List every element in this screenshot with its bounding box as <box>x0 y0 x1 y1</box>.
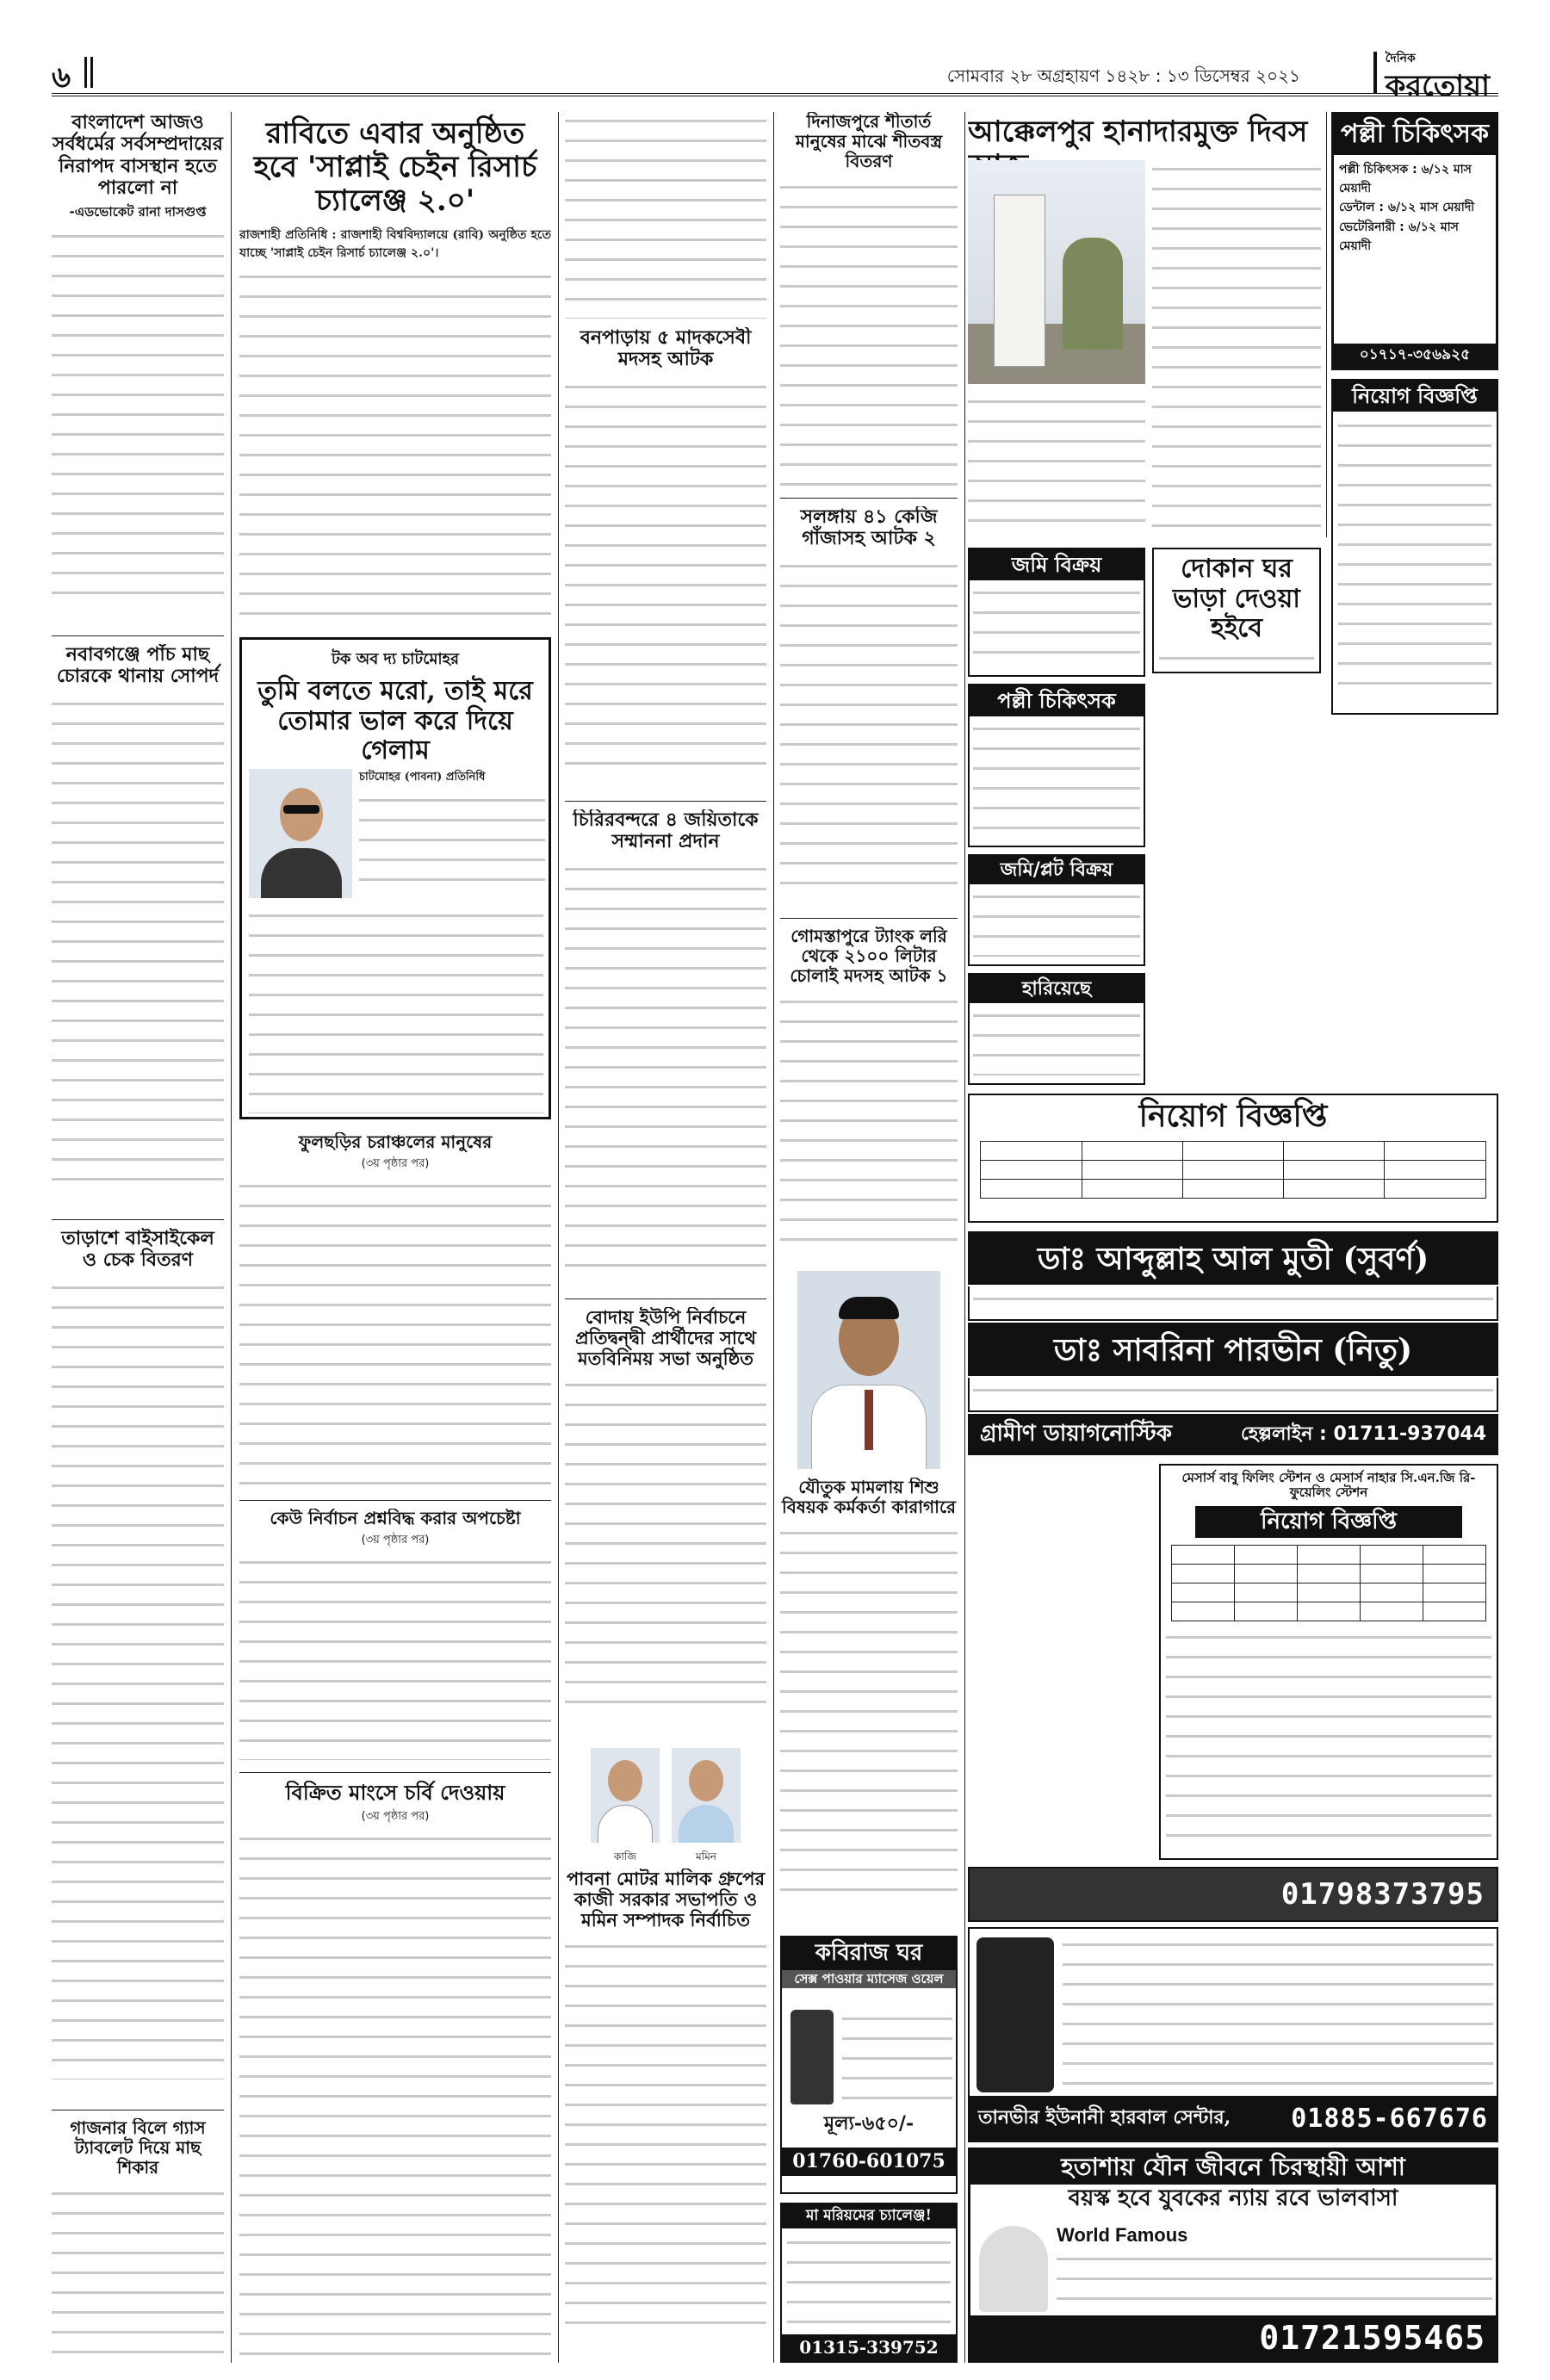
classified-title: জমি/প্লট বিক্রয় <box>970 856 1144 884</box>
ad-body <box>1166 1628 1491 1844</box>
ad-body <box>973 1290 1493 1316</box>
classified-title: পল্লী চিকিৎসক <box>970 685 1144 716</box>
story-body <box>52 227 224 606</box>
story-body <box>780 1524 958 1894</box>
ad-body <box>842 2010 952 2104</box>
ad-palli-chikitsok <box>1331 112 1498 370</box>
shop-body <box>1159 649 1314 674</box>
feature-kicker: টক অব দ্য চাটমোহর <box>331 650 460 668</box>
story-headline: তাড়াশে বাইসাইকেল ও চেক বিতরণ <box>61 1228 214 1272</box>
divider <box>52 1219 224 1220</box>
ad-phone: 01721595465 <box>1259 2319 1485 2357</box>
ad-phone: ০১৭১৭-৩৫৬৯২৫ <box>1334 344 1496 368</box>
lead-body <box>239 268 551 629</box>
story-religious-safety <box>52 112 224 629</box>
story-winter-clothes <box>780 112 958 491</box>
story-dowry-case <box>780 1478 958 1925</box>
column-1 <box>52 112 224 2363</box>
world-famous: World Famous <box>1057 2224 1188 2246</box>
story-headline: গাজনার বিলে গ্যাস ট্যাবলেট দিয়ে মাছ শিকার <box>70 2118 206 2178</box>
ad-subtitle: বয়স্ক হবে যুবকের ন্যায় রবে ভালবাসা <box>1068 2185 1398 2212</box>
story-headline: গোমস্তাপুরে ট্যাংক লরি থেকে ২১০০ লিটার চোলাই মদসহ আটক ১ <box>790 927 948 986</box>
story-body <box>565 378 766 774</box>
memorial-photo <box>968 160 1145 384</box>
story-ganja-arrest <box>780 506 958 911</box>
news-photo-officer <box>797 1271 940 1469</box>
photo-headline: আক্কেলপুর হানাদারমুক্ত দিবস <box>968 115 1308 149</box>
divider <box>780 498 958 499</box>
ad-shop-rent <box>1152 548 1321 673</box>
divider <box>780 918 958 919</box>
ad-subtitle: সেক্স পাওয়ার ম্যাসেজ ওয়েল <box>782 1970 956 1988</box>
portrait-icon <box>979 2226 1048 2312</box>
lead-headline: রাবিতে এবার অনুষ্ঠিত হবে 'সাপ্লাই চেইন রিসার্চ চ্যালেঞ্জ ২.০' <box>253 116 537 219</box>
ad-body <box>973 1381 1493 1407</box>
lead-story <box>239 112 551 629</box>
story-election <box>239 1509 551 1767</box>
story-headline: বনপাড়ায় ৫ মাদকসেবী মদসহ আটক <box>580 327 752 371</box>
story-headline: যৌতুক মামলায় শিশু বিষয়ক কর্মকর্তা কারাগারে <box>781 1478 956 1517</box>
divider <box>239 1500 551 1501</box>
story-continued: (৩য় পৃষ্ঠার পর) <box>361 1809 430 1823</box>
story-pabna-motor <box>565 1869 766 2363</box>
ad-phone: 01885-667676 <box>1291 2103 1488 2134</box>
classified-title: জমি বিক্রয় <box>970 549 1144 580</box>
feature-headline: তুমি বলতে মরো, তাই মরে তোমার ভাল করে দিয়ে গেলাম <box>257 676 533 765</box>
bottle-icon <box>976 1937 1054 2092</box>
classified-plot-sale <box>968 854 1145 966</box>
palli-row: পল্লী চিকিৎসক : ৬/১২ মাস মেয়াদী <box>1339 162 1472 195</box>
classified-body <box>973 888 1140 957</box>
classified-title: হারিয়েছে <box>970 975 1144 1003</box>
story-bicycle-distribution <box>52 1228 224 2103</box>
masthead <box>52 52 1498 103</box>
story-fish-thieves <box>52 644 224 1212</box>
palli-row: ডেন্টাল : ৬/১২ মাস মেয়াদী <box>1339 201 1475 215</box>
classified-land-sale <box>968 548 1145 677</box>
divider <box>565 801 766 802</box>
story-body <box>780 178 958 488</box>
column-rule <box>964 112 965 2363</box>
story-drug-users <box>565 327 766 792</box>
ad-title: কবিরাজ ঘর <box>782 1937 956 1970</box>
divider <box>52 635 224 636</box>
ad-diagnostic <box>968 1414 1498 1455</box>
column-rule <box>231 112 232 2363</box>
story-body <box>52 695 224 1194</box>
story-continued: (৩য় পৃষ্ঠার পর) <box>361 1157 430 1170</box>
ad-footer <box>970 2096 1497 2141</box>
story-body <box>239 1830 551 2363</box>
ad-phone: 01315-339752 <box>782 2334 956 2361</box>
photo-story-body <box>1152 160 1321 539</box>
doctor-name: ডাঃ সাবরিনা পারভীন (নিতু) <box>1053 1332 1413 1368</box>
classified-body <box>973 720 1140 840</box>
story-headline: কেউ নির্বাচন প্রশ্নবিদ্ধ করার অপচেষ্টা <box>270 1509 521 1528</box>
story-continued: (৩য় পৃষ্ঠার পর) <box>361 1534 430 1546</box>
ad-body <box>787 2234 951 2328</box>
ad-phone: 01798373795 <box>1280 1877 1485 1912</box>
photo-caption: কাজি <box>613 1850 637 1862</box>
story-body <box>52 2185 224 2359</box>
story-liquor-seizure <box>780 927 958 1262</box>
palli-rows <box>1334 155 1496 262</box>
story-body <box>780 993 958 1243</box>
divider <box>565 1298 766 1299</box>
photo-kazi <box>591 1748 660 1843</box>
ad-title: মা মরিয়মের চ্যালেঞ্জ! <box>782 2204 956 2228</box>
ad-title: নিয়োগ বিজ্ঞপ্তি <box>1138 1098 1328 1134</box>
feature-byline: চাটমোহর (পাবনা) প্রতিনিধি <box>359 771 486 784</box>
ad-body <box>1338 417 1491 701</box>
lead-story-continued-body <box>565 112 766 319</box>
ad-doctor-2-details <box>968 1378 1498 1412</box>
classified-body <box>973 1007 1140 1075</box>
page-number: ৬ <box>52 60 71 95</box>
story-headline: দিনাজপুরে শীতার্ত মানুষের মাঝে শীতবস্ত্র বিতরণ <box>795 112 943 171</box>
story-body <box>239 1553 551 1760</box>
ad-doctor-1 <box>968 1231 1498 1285</box>
story-body <box>780 557 958 893</box>
story-headline: বিক্রিত মাংসে চর্বি দেওয়ায় <box>285 1781 505 1805</box>
story-body <box>239 1177 551 1487</box>
column-4 <box>780 112 958 2363</box>
ad-firm: মেসার্স বাবু ফিলিং স্টেশন ও মেসার্স নাহার সি.এন.জি রি-ফুয়েলিং স্টেশন <box>1181 1470 1476 1501</box>
story-body <box>52 1279 224 2079</box>
feature-body <box>249 907 543 1113</box>
story-headline: চিরিরবন্দরে ৪ জয়িতাকে সম্মাননা প্রদান <box>573 809 759 853</box>
story-headline: বাংলাদেশ আজও সর্বধর্মের সর্বসম্প্রদায়ের নিরাপদ বাসস্থান হতে পারলো না <box>53 112 223 199</box>
ad-challenge <box>780 2203 958 2363</box>
paper-name-small: দৈনিক <box>1385 52 1416 65</box>
feature-photo <box>249 769 352 898</box>
story-body <box>565 1937 766 2334</box>
shop-title: দোকান ঘর ভাড়া দেওয়া হইবে <box>1173 554 1300 643</box>
ad-tanvir-herbal <box>968 1927 1498 2142</box>
diagnostic-name: গ্রামীণ ডায়াগনোস্টিক <box>980 1421 1172 1447</box>
ad-phone: 01760-601075 <box>782 2148 956 2176</box>
ad-doctor-2 <box>968 1323 1498 1376</box>
ad-body <box>1063 1936 1493 2091</box>
doctor-name: ডাঃ আব্দুল্লাহ আল মুতী (সুবর্ণ) <box>1037 1241 1429 1277</box>
ad-kobiraj <box>780 1936 958 2194</box>
ad-doctor-1-details <box>968 1286 1498 1321</box>
ad-title: নিয়োগ বিজ্ঞপ্তি <box>1195 1506 1462 1539</box>
ad-niyog-3 <box>1159 1464 1498 1860</box>
ad-title: তানভীর ইউনানী হারবাল সেন্টার, <box>978 2105 1231 2129</box>
story-headline: ফুলছড়ির চরাঞ্চলের মানুষের <box>298 1132 493 1152</box>
ad-title: নিয়োগ বিজ্ঞপ্তি <box>1333 381 1497 412</box>
story-boda-meeting <box>565 1307 766 1738</box>
story-byline: -এডভোকেট রানা দাসগুপ্ত <box>69 204 207 220</box>
niyog-table <box>1171 1545 1487 1621</box>
story-headline: নবাবগঞ্জে পাঁচ মাছ চোরকে থানায় সোপর্দ <box>56 644 220 688</box>
ad-title: হতাশায় যৌন জীবনে চিরস্থায়ী আশা <box>970 2150 1496 2185</box>
classified-body <box>973 584 1140 670</box>
column-2 <box>239 112 551 2363</box>
paper-name <box>1373 52 1498 103</box>
ad-niyog-2 <box>968 1094 1498 1223</box>
story-gas-tablet-fishing <box>52 2118 224 2359</box>
ad-title: পল্লী চিকিৎসক <box>1334 115 1496 155</box>
paper-name-main: করতোয়া <box>1385 69 1490 103</box>
ad-price: মূল্য-৬৫০/- <box>823 2112 914 2135</box>
ad-hotasha <box>968 2148 1498 2363</box>
classified-rural-doctor <box>968 684 1145 847</box>
classified-lost <box>968 973 1145 1085</box>
story-headline: সলঙ্গায় ৪১ কেজি গাঁজাসহ আটক ২ <box>800 506 938 550</box>
feature-body-right <box>359 791 545 898</box>
column-5 <box>968 112 1321 1085</box>
column-3 <box>565 112 766 2363</box>
photo-caption-body <box>968 393 1145 539</box>
ad-footer <box>970 2315 1496 2360</box>
ad-body <box>1057 2250 1492 2310</box>
ad-cure <box>968 1867 1498 1922</box>
column-rule <box>558 112 559 2363</box>
ad-niyog-1 <box>1331 379 1498 715</box>
story-char-people <box>239 1132 551 1494</box>
page-number-divider <box>84 57 93 88</box>
story-headline: পাবনা মোটর মালিক গ্রুপের কাজী সরকার সভাপতি ও মমিন সম্পাদক নির্বাচিত <box>567 1869 765 1931</box>
story-meat-fat <box>239 1781 551 2363</box>
diagnostic-phone: হেল্পলাইন : 01711-937044 <box>1240 1422 1486 1445</box>
story-body <box>565 1376 766 1720</box>
column-rule <box>773 112 774 2363</box>
photo-momin <box>672 1748 741 1843</box>
date-line: সোমবার ২৮ অগ্রহায়ণ ১৪২৮ : ১৩ ডিসেম্বর ২০২১ <box>946 65 1300 86</box>
bottle-icon <box>790 2010 834 2104</box>
divider <box>239 1772 551 1773</box>
story-joyita-award <box>565 809 766 1292</box>
palli-row: ভেটেরিনারী : ৬/১২ মাস মেয়াদী <box>1339 220 1459 254</box>
story-headline: বোদায় ইউপি নির্বাচনে প্রতিদ্বন্দ্বী প্রার্থীদের সাথে মতবিনিময় সভা অনুষ্ঠিত <box>575 1307 756 1370</box>
feature-box <box>239 637 551 1119</box>
lead-dateline: রাজশাহী প্রতিনিধি : রাজশাহী বিশ্ববিদ্যালয়ে (রাবি) অনুষ্ঠিত হতে যাচ্ছে 'সাপ্লাই চেইন রিসার্চ চ্যালেঞ্জ ২.০'। <box>239 228 551 261</box>
niyog-table <box>980 1141 1486 1199</box>
story-body <box>565 860 766 1274</box>
column-rule <box>1326 112 1327 537</box>
photo-caption: মমিন <box>696 1850 716 1862</box>
